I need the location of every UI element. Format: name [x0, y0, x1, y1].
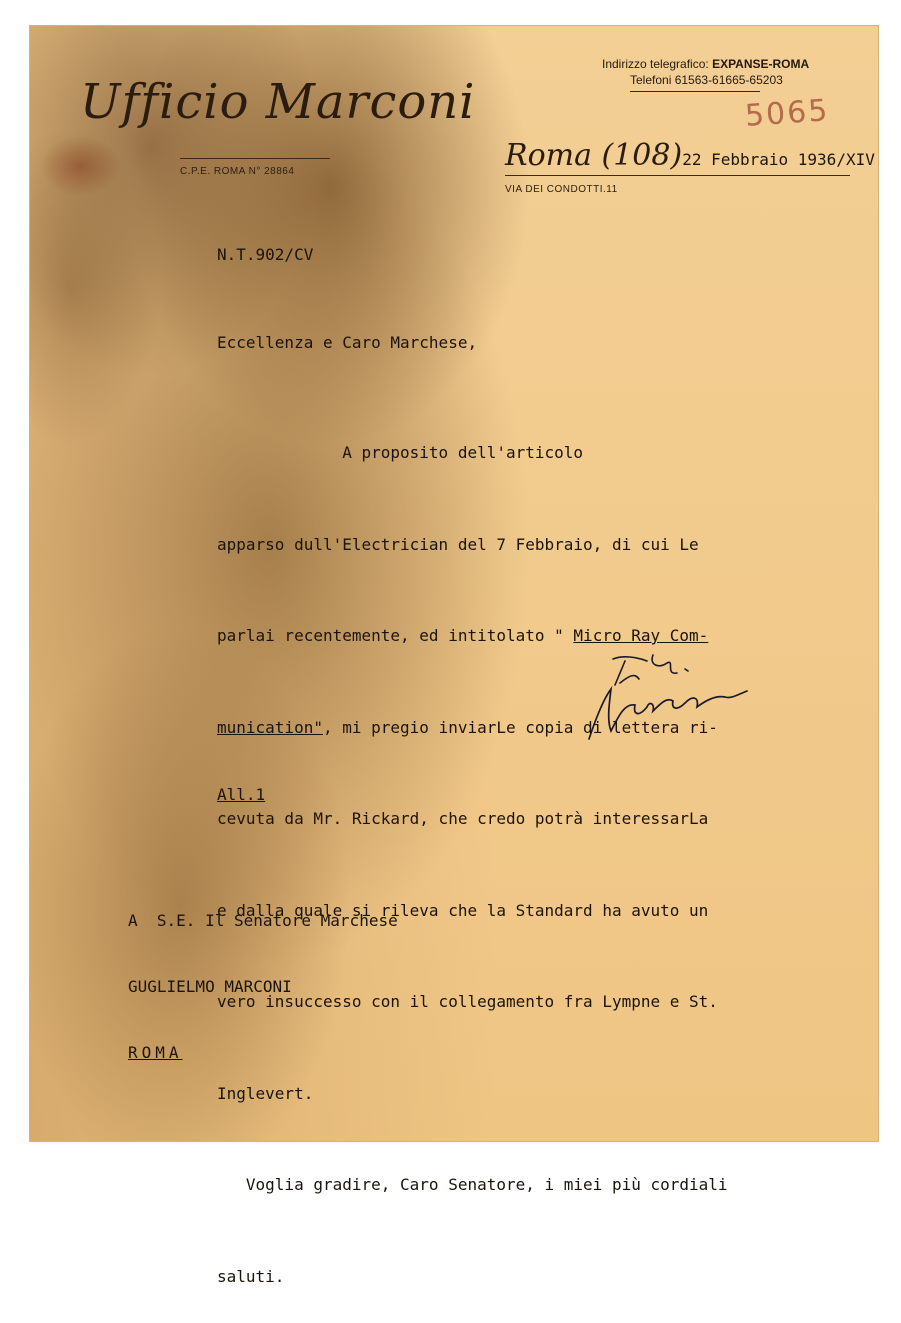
letter-body — [217, 377, 728, 1323]
phone-numbers: Telefoni 61563-61665-65203 — [630, 73, 783, 87]
body-line: A proposito dell'articolo — [217, 443, 584, 462]
body-line: apparso dull'Electrician del 7 Febbraio, di cui Le — [217, 534, 699, 554]
telephone-rule — [630, 91, 760, 92]
enclosure-note: All.1 — [217, 785, 266, 804]
city-name: Roma (108) — [505, 138, 683, 173]
signature — [575, 645, 775, 745]
brand-rule — [180, 158, 330, 159]
recipient-block — [128, 866, 398, 1086]
protocol-number: N.T.902/CV — [217, 245, 314, 264]
recipient-line: A S.E. Il Senatore Marchese — [128, 911, 398, 930]
telegraph-label: Indirizzo telegrafico: — [602, 57, 709, 71]
letterhead-brand: Ufficio Marconi — [80, 74, 476, 130]
telegraph-address — [602, 57, 809, 71]
archive-number: 5065 — [743, 93, 831, 134]
body-text: , mi pregio inviarLe copia di lettera ri- — [322, 717, 718, 737]
article-title: Micro Ray Com- — [573, 626, 709, 645]
recipient-city — [128, 1042, 398, 1064]
telegraph-value: EXPANSE-ROMA — [712, 57, 810, 71]
recipient-name: GUGLIELMO MARCONI — [128, 977, 292, 996]
body-line: saluti. — [217, 1266, 285, 1286]
body-line: Voglia gradire, Caro Senatore, i miei più cordiali — [217, 1175, 728, 1194]
recipient-city-text: ROMA — [128, 1043, 183, 1062]
cpe-number: C.P.E. ROMA N° 28864 — [180, 166, 295, 177]
street-address: VIA DEI CONDOTTI.11 — [505, 184, 618, 195]
article-title-cont: munication" — [217, 717, 323, 737]
dateline — [505, 138, 875, 176]
body-line: vero insuccesso con il collegamento fra Lympne e St. — [217, 992, 718, 1011]
letter-date: 22 Febbraio 1936/XIV — [682, 150, 875, 169]
body-line: cevuta da Mr. Rickard, che credo potrà interessarLa — [217, 809, 709, 828]
body-line: e dalla quale si rileva che la Standard ha avuto un — [217, 900, 709, 920]
body-line: Inglevert. — [217, 1083, 314, 1103]
salutation: Eccellenza e Caro Marchese, — [217, 333, 478, 352]
body-text: parlai recentemente, ed intitolato " — [217, 626, 574, 645]
